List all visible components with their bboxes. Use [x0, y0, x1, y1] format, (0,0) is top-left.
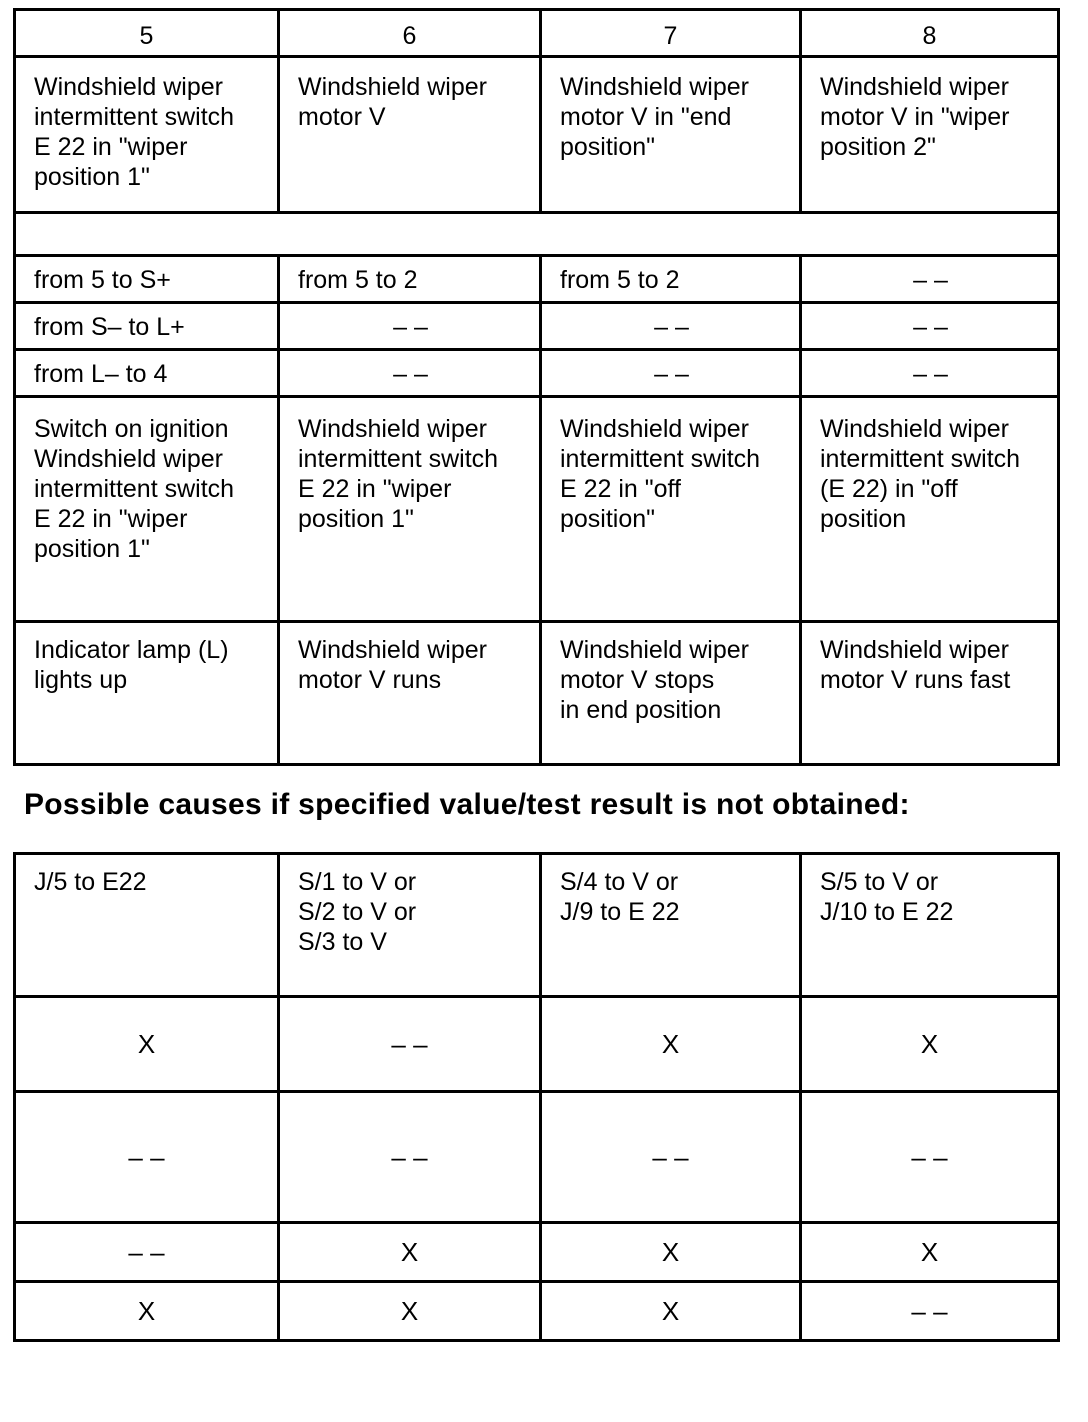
mark-cell: X [541, 1223, 801, 1282]
connection-cell: from 5 to S+ [15, 256, 279, 303]
condition-cell: Windshield wiper intermittent switch (E 22) in "off position [801, 397, 1059, 622]
mark-cell: – – [541, 1092, 801, 1223]
connection-cell: from 5 to 2 [279, 256, 541, 303]
connection-row [15, 256, 1059, 303]
mark-cell: X [541, 997, 801, 1092]
connection-cell: – – [541, 350, 801, 397]
connection-cell: from L– to 4 [15, 350, 279, 397]
connection-row [15, 303, 1059, 350]
description-cell: Windshield wiper motor V in "wiper position 2" [801, 57, 1059, 213]
cause-cell: S/5 to V or J/10 to E 22 [801, 854, 1059, 997]
cause-cell: J/5 to E22 [15, 854, 279, 997]
mark-row [15, 1282, 1059, 1341]
connection-cell: – – [801, 350, 1059, 397]
connection-cell: – – [279, 350, 541, 397]
connection-cell: – – [801, 303, 1059, 350]
description-row [15, 57, 1059, 213]
result-cell: Windshield wiper motor V runs fast [801, 622, 1059, 765]
result-cell: Windshield wiper motor V runs [279, 622, 541, 765]
result-cell: Windshield wiper motor V stops in end position [541, 622, 801, 765]
condition-cell: Windshield wiper intermittent switch E 22 in "wiper position 1" [279, 397, 541, 622]
mark-cell: X [801, 997, 1059, 1092]
mark-row [15, 1223, 1059, 1282]
condition-cell: Switch on ignition Windshield wiper intermittent switch E 22 in "wiper position 1" [15, 397, 279, 622]
mark-cell: – – [279, 1092, 541, 1223]
mark-cell: – – [801, 1282, 1059, 1341]
condition-cell: Windshield wiper intermittent switch E 22 in "off position" [541, 397, 801, 622]
column-header: 8 [801, 10, 1059, 57]
result-row [15, 622, 1059, 765]
blank-row [15, 213, 1059, 256]
column-header: 5 [15, 10, 279, 57]
causes-heading: Possible causes if specified value/test result is not obtained: [24, 788, 910, 821]
condition-row [15, 397, 1059, 622]
column-header-row [15, 10, 1059, 57]
mark-cell: X [279, 1282, 541, 1341]
test-table [13, 8, 1060, 766]
mark-row [15, 997, 1059, 1092]
connection-cell: – – [541, 303, 801, 350]
description-cell: Windshield wiper motor V in "end position" [541, 57, 801, 213]
mark-cell: X [279, 1223, 541, 1282]
connection-cell: – – [279, 303, 541, 350]
mark-cell: – – [15, 1092, 279, 1223]
column-header: 6 [279, 10, 541, 57]
description-cell: Windshield wiper motor V [279, 57, 541, 213]
causes-table [13, 852, 1060, 1342]
cause-row [15, 854, 1059, 997]
mark-cell: – – [801, 1092, 1059, 1223]
cause-cell: S/4 to V or J/9 to E 22 [541, 854, 801, 997]
mark-cell: X [15, 997, 279, 1092]
cause-cell: S/1 to V or S/2 to V or S/3 to V [279, 854, 541, 997]
mark-cell: – – [279, 997, 541, 1092]
result-cell: Indicator lamp (L) lights up [15, 622, 279, 765]
connection-cell: from S– to L+ [15, 303, 279, 350]
column-header: 7 [541, 10, 801, 57]
blank-cell [15, 213, 1059, 256]
description-cell: Windshield wiper intermittent switch E 22 in "wiper position 1" [15, 57, 279, 213]
mark-cell: X [15, 1282, 279, 1341]
mark-row [15, 1092, 1059, 1223]
mark-cell: X [801, 1223, 1059, 1282]
mark-cell: X [541, 1282, 801, 1341]
connection-cell: – – [801, 256, 1059, 303]
mark-cell: – – [15, 1223, 279, 1282]
connection-row [15, 350, 1059, 397]
connection-cell: from 5 to 2 [541, 256, 801, 303]
